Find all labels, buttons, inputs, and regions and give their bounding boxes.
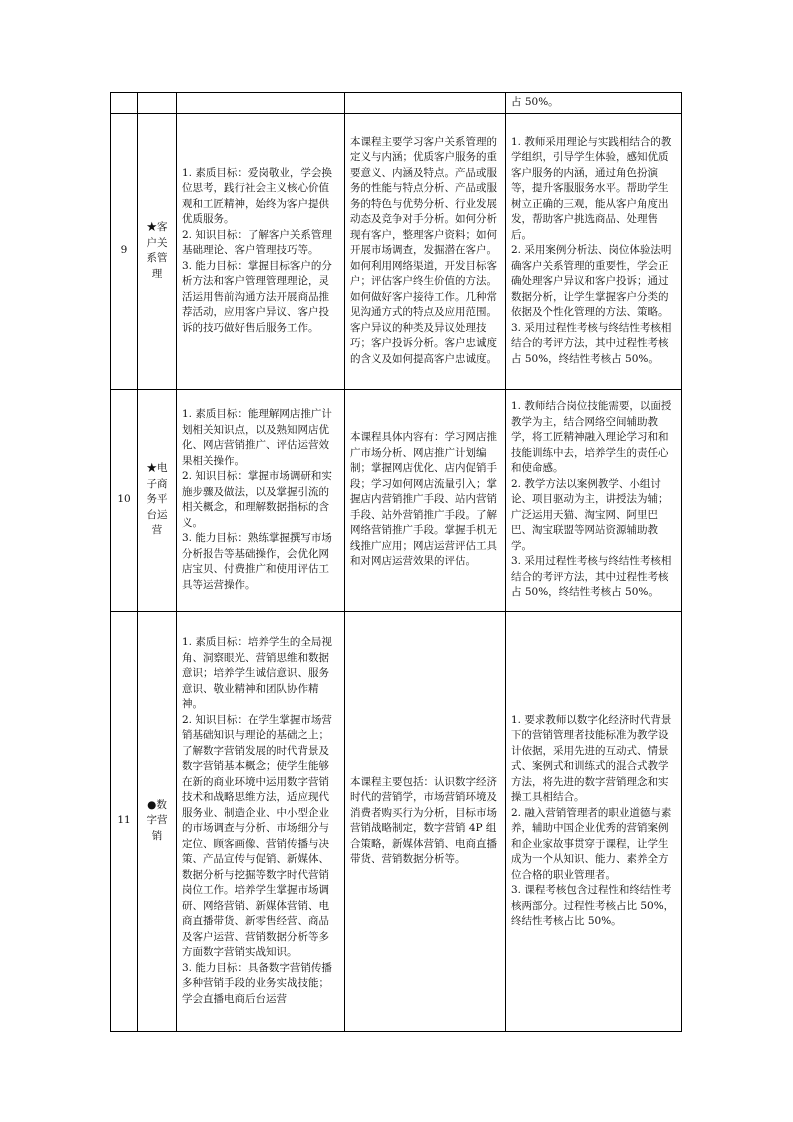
- course-content-cell: 本课程主要学习客户关系管理的定义与内涵；优质客户服务的重要意义、内涵及特点。产品或服务的性能与特点分析、产品或服务的特色与优势分析、行业发展动态及竞争对手分析。如何分析现有客户，整理客户资料；如何开展市场调查，发掘潜在客户。如何利用网络渠道，开发目标客户；评估客户终生价值的方法。如何做好客户接待工作。几种常见沟通方式的特点及应用范围。客户异议的种类及异议处理技巧；客户投诉分析。客户忠诚度的含义及如何提高客户忠诚度。: [345, 113, 506, 389]
- method-item: 2. 教学方法以案例教学、小组讨论、项目驱动为主，讲授法为辅；广泛运用天猫、淘宝网、阿里巴巴、淘宝联盟等网站资源辅助教学。: [511, 477, 669, 552]
- course-method-cell: [506, 113, 682, 389]
- course-number-cell: 9: [111, 113, 138, 389]
- course-name-cell: ★电子商务平台运营: [138, 389, 177, 611]
- goal-item: 3. 能力目标：熟练掌握撰写市场分析报告等基础操作，会优化网店宝贝、付费推广和使用评估工具等运营操作。: [182, 532, 332, 591]
- goal-item: 3. 能力目标：具备数字营销传播多种营销手段的业务实战技能；学会直播电商后台运营: [182, 961, 332, 1005]
- table-row-course-9: [111, 113, 682, 389]
- table-row-continued: [111, 93, 682, 114]
- goal-item: 2. 知识目标：掌握市场调研和实施步骤及做法，以及掌握引流的相关概念，和理解数据指标的含义。: [182, 470, 332, 529]
- course-name-cell: ★客户关系管理: [138, 113, 177, 389]
- course-table: [110, 92, 682, 1032]
- method-item: 3. 课程考核包含过程性和终结性考核两部分。过程性考核占比 50%，终结性考核占比 50%。: [511, 884, 675, 927]
- method-item: 1. 要求教师以数字化经济时代背景下的营销管理者技能标准为教学设计依据，采用先进的互动式、情景式、案例式和训练式的混合式教学方法，将先进的数字营销理念和实操工具相结合。: [511, 713, 672, 803]
- method-item: 2. 采用案例分析法、岗位体验法明确客户关系管理的重要性，学会正确处理客户异议和客户投诉；通过数据分析，让学生掌握客户分类的依据及个性化管理的方法、策略。: [511, 244, 672, 319]
- course-content-cell: [345, 93, 506, 114]
- course-method-cell: [506, 93, 682, 114]
- goal-item: 3. 能力目标：掌握目标客户的分析方法和客户管理管理理论，灵活运用售前沟通方法开展商品推荐活动，应用客户异议、客户投诉的技巧做好售后服务工作。: [182, 259, 332, 334]
- goal-item: 1. 素质目标：爱岗敬业，学会换位思考，践行社会主义核心价值观和工匠精神，始终为客户提供优质服务。: [182, 166, 332, 226]
- method-item: 2. 融入营销管理者的职业道德与素养，辅助中国企业优秀的营销案例和企业家故事贯穿于课程，让学生成为一个从知识、能力、素养全方位合格的职业管理者。: [511, 806, 672, 881]
- goal-item: 2. 知识目标：了解客户关系管理基础理论、客户管理技巧等。: [182, 228, 332, 257]
- course-goal-cell: [177, 611, 345, 1031]
- course-method-cell: [506, 389, 682, 611]
- method-item: 3. 采用过程性考核与终结性考核相结合的考评方法，其中过程性考核占 50%，终结性考核占 50%。: [511, 321, 672, 365]
- goal-item: 2. 知识目标：在学生掌握市场营销基础知识与理论的基础之上；了解数字营销发展的时代背景及数字营销基本概念；使学生能够在新的商业环境中运用数字营销技术和战略思维方法，适应现代服务业、制造企业、中小型企业的市场调查与分析、市场细分与定位、顾客画像、营销传播与决策、产品宣传与促销、新媒体、数据分析与挖掘等数字时代营销岗位工作。培养学生掌握市场调研、网络营销、新媒体营销、电商直播带货、新零售经营、商品及客户运营、营销数据分析等多方面数字营销实战知识。: [182, 713, 332, 958]
- method-item: 1. 教师采用理论与实践相结合的教学组织，引导学生体验，感知优质客户服务的内涵，通过角色扮演等，提升客服服务水平。帮助学生树立正确的三观，能从客户角度出发，帮助客户挑选商品、处理售后。: [511, 135, 672, 241]
- course-goal-cell: [177, 93, 345, 114]
- course-method-cell: [506, 611, 682, 1031]
- course-content-cell: 本课程具体内容有：学习网店推广市场分析、网店推广计划编制；掌握网店优化、店内促销手段；学习如何网店流量引入；掌握店内营销推广手段、站内营销手段、站外营销推广手段。了解网络营销推广手段。掌握手机无线推广应用；网店运营评估工具和对网店运营效果的评估。: [345, 389, 506, 611]
- goal-item: 1. 素质目标：培养学生的全局视角、洞察眼光、营销思维和数据意识；培养学生诚信意识、服务意识、敬业精神和团队协作精神。: [182, 636, 332, 710]
- course-name-cell: [138, 93, 177, 114]
- course-number-cell: 11: [111, 611, 138, 1031]
- course-name-cell: ●数字营销: [138, 611, 177, 1031]
- course-number-cell: [111, 93, 138, 114]
- course-goal-cell: [177, 113, 345, 389]
- goal-item: 1. 素质目标：能理解网店推广计划相关知识点，以及熟知网店优化、网店营销推广、评估运营效果相关操作。: [182, 408, 332, 467]
- method-item: 1. 教师结合岗位技能需要，以面授教学为主，结合网络空间辅助教学，将工匠精神融入理论学习和和技能训练中去，培养学生的责任心和使命感。: [511, 400, 672, 475]
- table-row-course-10: [111, 389, 682, 611]
- course-number-cell: 10: [111, 389, 138, 611]
- course-goal-cell: [177, 389, 345, 611]
- method-item: 占 50%。: [511, 96, 559, 108]
- method-item: 3. 采用过程性考核与终结性考核相结合的考评方法，其中过程性考核占 50%，终结性考核占 50%。: [511, 555, 672, 599]
- course-content-cell: 本课程主要包括：认识数字经济时代的营销学，市场营销环境及消费者购买行为分析，目标市场营销战略制定，数字营销 4P 组合策略，新媒体营销、电商直播带货、营销数据分析等。: [345, 611, 506, 1031]
- table-row-course-11: [111, 611, 682, 1031]
